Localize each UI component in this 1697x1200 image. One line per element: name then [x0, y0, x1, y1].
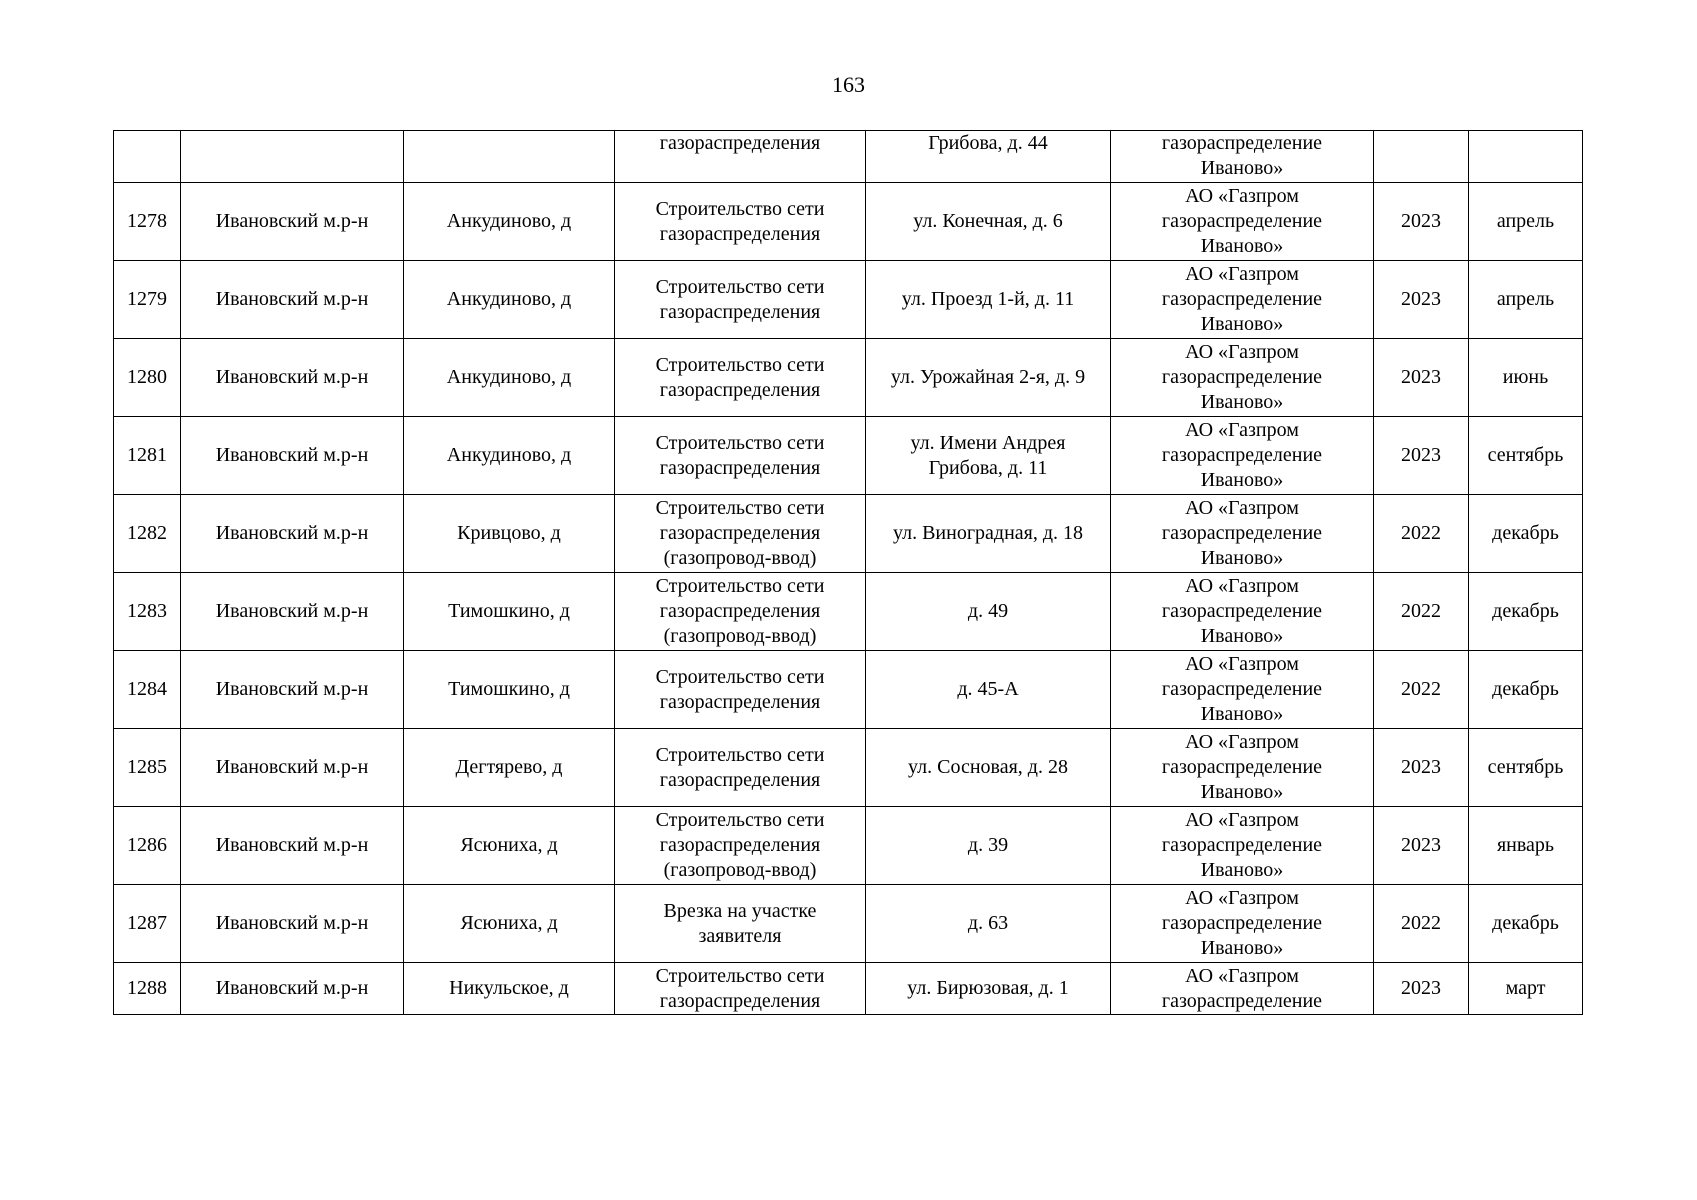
cell-month-text: апрель — [1496, 210, 1555, 232]
cell-address — [866, 729, 1111, 807]
cell-year — [1374, 183, 1469, 261]
cell-org — [1111, 651, 1374, 729]
table-row — [114, 807, 1583, 885]
cell-num-text: 1287 — [127, 912, 167, 934]
cell-year-text: 2023 — [1401, 756, 1441, 778]
cell-month — [1469, 963, 1583, 1015]
table-row — [114, 963, 1583, 1015]
cell-district-text: Ивановский м.р-н — [215, 600, 369, 622]
page-number: 163 — [832, 72, 865, 97]
cell-year-text: 2023 — [1401, 366, 1441, 388]
cell-month-text: декабрь — [1492, 678, 1559, 700]
cell-year-text: 2022 — [1401, 522, 1441, 544]
cell-org-text: АО «Газпром газораспределение Иваново» — [1161, 887, 1323, 959]
table-row — [114, 261, 1583, 339]
cell-year-text: 2023 — [1401, 834, 1441, 856]
cell-district-text: Ивановский м.р-н — [215, 522, 369, 544]
cell-year — [1374, 651, 1469, 729]
cell-org — [1111, 807, 1374, 885]
cell-month-text: декабрь — [1492, 522, 1559, 544]
cell-district — [181, 651, 404, 729]
table-row — [114, 651, 1583, 729]
cell-org — [1111, 131, 1374, 183]
cell-month — [1469, 807, 1583, 885]
cell-address-text: Грибова, д. 44 — [928, 132, 1048, 154]
cell-address — [866, 495, 1111, 573]
cell-district — [181, 417, 404, 495]
cell-address — [866, 963, 1111, 1015]
cell-settlement-text: Никульское, д — [449, 977, 569, 999]
cell-address-text: ул. Сосновая, д. 28 — [908, 756, 1068, 778]
cell-work-text: газораспределения — [659, 132, 821, 154]
cell-work-text: Строительство сети газораспределения — [655, 743, 825, 791]
cell-month-text: сентябрь — [1487, 444, 1564, 466]
cell-work-text: Строительство сети газораспределения — [655, 353, 825, 401]
cell-org — [1111, 495, 1374, 573]
cell-year-text: 2023 — [1401, 210, 1441, 232]
cell-num-text: 1283 — [127, 600, 167, 622]
cell-work-text: Строительство сети газораспределения — [655, 964, 825, 1012]
cell-year-text: 2022 — [1401, 912, 1441, 934]
cell-month — [1469, 651, 1583, 729]
cell-num — [114, 495, 181, 573]
cell-work — [615, 573, 866, 651]
cell-org-text: АО «Газпром газораспределение Иваново» — [1161, 341, 1323, 413]
cell-settlement-text: Анкудиново, д — [446, 210, 572, 232]
cell-settlement-text: Тимошкино, д — [448, 600, 570, 622]
table-row — [114, 885, 1583, 963]
cell-work-text: Строительство сети газораспределения — [655, 431, 825, 479]
cell-month-text: декабрь — [1492, 600, 1559, 622]
cell-year — [1374, 807, 1469, 885]
cell-address — [866, 573, 1111, 651]
cell-work-text: Строительство сети газораспределения (газопровод-ввод) — [655, 497, 825, 569]
cell-month-text: апрель — [1496, 288, 1555, 310]
cell-address — [866, 651, 1111, 729]
cell-org-text: АО «Газпром газораспределение Иваново» — [1161, 419, 1323, 491]
cell-num-text: 1288 — [127, 977, 167, 999]
cell-settlement — [404, 885, 615, 963]
cell-num-text: 1280 — [127, 366, 167, 388]
cell-settlement — [404, 651, 615, 729]
cell-settlement — [404, 131, 615, 183]
cell-month-text: сентябрь — [1487, 756, 1564, 778]
cell-district — [181, 885, 404, 963]
cell-work-text: Врезка на участке заявителя — [663, 899, 817, 947]
cell-district — [181, 573, 404, 651]
cell-year-text: 2023 — [1401, 444, 1441, 466]
cell-year — [1374, 417, 1469, 495]
cell-year — [1374, 729, 1469, 807]
cell-num — [114, 885, 181, 963]
cell-district — [181, 183, 404, 261]
cell-year-text: 2022 — [1401, 678, 1441, 700]
cell-year-text: 2023 — [1401, 977, 1441, 999]
cell-work — [615, 729, 866, 807]
cell-address-text: д. 39 — [967, 834, 1009, 856]
cell-num — [114, 183, 181, 261]
cell-district — [181, 261, 404, 339]
cell-settlement-text: Тимошкино, д — [448, 678, 570, 700]
cell-org-text: АО «Газпром газораспределение Иваново» — [1161, 263, 1323, 335]
cell-settlement — [404, 729, 615, 807]
cell-num — [114, 963, 181, 1015]
cell-num — [114, 573, 181, 651]
cell-settlement-text: Кривцово, д — [457, 522, 561, 544]
cell-work — [615, 261, 866, 339]
cell-district — [181, 807, 404, 885]
cell-work-text: Строительство сети газораспределения (газопровод-ввод) — [655, 809, 825, 881]
cell-org — [1111, 183, 1374, 261]
cell-year — [1374, 495, 1469, 573]
cell-year — [1374, 885, 1469, 963]
table-row-continuation — [114, 131, 1583, 183]
table-row — [114, 729, 1583, 807]
cell-address-text: д. 49 — [967, 600, 1009, 622]
cell-district-text: Ивановский м.р-н — [215, 912, 369, 934]
cell-district — [181, 495, 404, 573]
cell-district — [181, 729, 404, 807]
cell-num-text: 1284 — [127, 678, 167, 700]
cell-year-text: 2022 — [1401, 600, 1441, 622]
cell-month-text: декабрь — [1492, 912, 1559, 934]
cell-address-text: ул. Урожайная 2-я, д. 9 — [890, 366, 1086, 388]
cell-org — [1111, 339, 1374, 417]
cell-address-text: ул. Конечная, д. 6 — [913, 210, 1063, 232]
cell-month — [1469, 131, 1583, 183]
cell-district-text: Ивановский м.р-н — [215, 678, 369, 700]
table-row — [114, 573, 1583, 651]
cell-year — [1374, 339, 1469, 417]
cell-org-text: АО «Газпром газораспределение Иваново» — [1161, 731, 1323, 803]
cell-address — [866, 183, 1111, 261]
cell-month-text: январь — [1496, 834, 1555, 856]
cell-district-text: Ивановский м.р-н — [215, 444, 369, 466]
cell-address — [866, 417, 1111, 495]
cell-org-text: АО «Газпром газораспределение Иваново» — [1161, 497, 1323, 569]
cell-work — [615, 417, 866, 495]
table-row — [114, 495, 1583, 573]
cell-num — [114, 651, 181, 729]
cell-org-text: АО «Газпром газораспределение Иваново» — [1161, 653, 1323, 725]
cell-address-text: ул. Виноградная, д. 18 — [892, 522, 1084, 544]
cell-work — [615, 885, 866, 963]
cell-num — [114, 729, 181, 807]
cell-district — [181, 131, 404, 183]
cell-month-text: март — [1505, 977, 1546, 999]
cell-year — [1374, 573, 1469, 651]
cell-district — [181, 339, 404, 417]
cell-org-text: газораспределение Иваново» — [1161, 132, 1323, 179]
cell-num-text: 1278 — [127, 210, 167, 232]
cell-num-text: 1279 — [127, 288, 167, 310]
cell-work-text: Строительство сети газораспределения — [655, 197, 825, 245]
cell-work — [615, 963, 866, 1015]
cell-month — [1469, 573, 1583, 651]
cell-month — [1469, 183, 1583, 261]
cell-num-text: 1281 — [127, 444, 167, 466]
cell-settlement — [404, 963, 615, 1015]
cell-num-text: 1286 — [127, 834, 167, 856]
cell-org — [1111, 573, 1374, 651]
cell-address-text: д. 63 — [967, 912, 1009, 934]
table-container — [113, 130, 1583, 1015]
cell-district-text: Ивановский м.р-н — [215, 288, 369, 310]
cell-num — [114, 339, 181, 417]
cell-num — [114, 807, 181, 885]
cell-district-text: Ивановский м.р-н — [215, 366, 369, 388]
cell-month — [1469, 261, 1583, 339]
cell-org-text: АО «Газпром газораспределение Иваново» — [1161, 575, 1323, 647]
cell-address-text: ул. Проезд 1-й, д. 11 — [901, 288, 1075, 310]
cell-settlement-text: Анкудиново, д — [446, 288, 572, 310]
cell-num — [114, 131, 181, 183]
cell-work — [615, 131, 866, 183]
cell-settlement — [404, 339, 615, 417]
table-row — [114, 417, 1583, 495]
cell-settlement — [404, 417, 615, 495]
cell-num-text: 1282 — [127, 522, 167, 544]
cell-settlement-text: Анкудиново, д — [446, 366, 572, 388]
cell-settlement — [404, 807, 615, 885]
cell-org-text: АО «Газпром газораспределение Иваново» — [1161, 809, 1323, 881]
cell-address — [866, 807, 1111, 885]
cell-address — [866, 261, 1111, 339]
cell-work — [615, 807, 866, 885]
cell-org — [1111, 729, 1374, 807]
cell-district-text: Ивановский м.р-н — [215, 977, 369, 999]
table-row — [114, 339, 1583, 417]
cell-month — [1469, 729, 1583, 807]
cell-settlement-text: Дегтярево, д — [455, 756, 563, 778]
cell-district-text: Ивановский м.р-н — [215, 756, 369, 778]
cell-work-text: Строительство сети газораспределения — [655, 275, 825, 323]
cell-address — [866, 885, 1111, 963]
table-body — [114, 131, 1583, 1015]
cell-year — [1374, 963, 1469, 1015]
cell-address-text: ул. Бирюзовая, д. 1 — [907, 977, 1069, 999]
cell-work — [615, 183, 866, 261]
cell-month-text: июнь — [1502, 366, 1549, 388]
cell-settlement — [404, 495, 615, 573]
cell-month — [1469, 495, 1583, 573]
cell-settlement-text: Ясюниха, д — [460, 912, 558, 934]
cell-settlement-text: Ясюниха, д — [460, 834, 558, 856]
cell-org-text: АО «Газпром газораспределение Иваново» — [1161, 185, 1323, 257]
cell-org — [1111, 417, 1374, 495]
cell-work — [615, 495, 866, 573]
cell-month — [1469, 417, 1583, 495]
cell-district-text: Ивановский м.р-н — [215, 210, 369, 232]
cell-num-text: 1285 — [127, 756, 167, 778]
cell-org — [1111, 963, 1374, 1015]
cell-org — [1111, 885, 1374, 963]
cell-district-text: Ивановский м.р-н — [215, 834, 369, 856]
cell-month — [1469, 885, 1583, 963]
cell-year — [1374, 131, 1469, 183]
cell-year-text: 2023 — [1401, 288, 1441, 310]
cell-work-text: Строительство сети газораспределения — [655, 665, 825, 713]
cell-address — [866, 339, 1111, 417]
cell-settlement — [404, 183, 615, 261]
cell-org-text: АО «Газпром газораспределение — [1161, 964, 1323, 1012]
gas-distribution-table — [113, 130, 1583, 1015]
cell-org — [1111, 261, 1374, 339]
cell-num — [114, 417, 181, 495]
cell-settlement — [404, 573, 615, 651]
cell-settlement-text: Анкудиново, д — [446, 444, 572, 466]
cell-work — [615, 339, 866, 417]
cell-address-text: ул. Имени Андрея Грибова, д. 11 — [910, 431, 1066, 479]
cell-num — [114, 261, 181, 339]
cell-work — [615, 651, 866, 729]
cell-year — [1374, 261, 1469, 339]
cell-settlement — [404, 261, 615, 339]
cell-address — [866, 131, 1111, 183]
cell-month — [1469, 339, 1583, 417]
table-row — [114, 183, 1583, 261]
cell-district — [181, 963, 404, 1015]
cell-address-text: д. 45-А — [957, 678, 1019, 700]
cell-work-text: Строительство сети газораспределения (газопровод-ввод) — [655, 575, 825, 647]
